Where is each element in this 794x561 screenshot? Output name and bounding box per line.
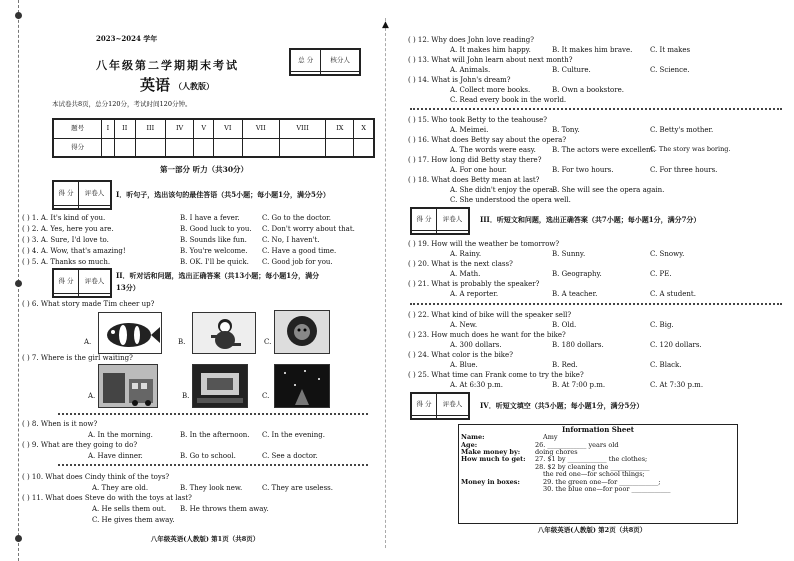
grader-score-cell[interactable] (412, 231, 437, 234)
info-value: Amy (543, 433, 558, 442)
grader-score-label: 得 分 (412, 209, 437, 231)
grader-name-cell[interactable] (437, 231, 469, 234)
option-a: A. A reporter. (450, 290, 499, 298)
option-b: B. In the afternoon. (180, 431, 250, 439)
option-a: A. In the morning. (88, 431, 153, 439)
option-b: B. Tony. (552, 126, 580, 134)
question-12: ( ) 12. Why does John love reading? (408, 36, 534, 44)
option-c: C. See a doctor. (262, 452, 318, 460)
option-c: C. PE. (650, 270, 672, 278)
option-b: B. Sounds like fun. (180, 236, 247, 244)
option-b: B. He throws them away. (180, 505, 269, 513)
blank-26[interactable]: 26. ____________ years old (535, 440, 619, 449)
question-17: ( ) 17. How long did Betty stay there? (408, 156, 542, 164)
divider (410, 108, 782, 113)
score-header: II (114, 120, 135, 139)
question-4: ( ) 4. A. Wow, that's amazing! (22, 247, 126, 255)
grader-name-label: 评卷人 (79, 270, 111, 294)
option-b: B. Culture. (552, 66, 591, 74)
option-b: B. A teacher. (552, 290, 598, 298)
exam-note: 本试卷共8页，总分120分，考试时间120分钟。 (52, 100, 192, 108)
part-1-heading: 第一部分 听力（共30分） (160, 165, 249, 174)
option-c: C. Good job for you. (262, 258, 333, 266)
grader-score-label: 得 分 (412, 394, 437, 416)
bus-station-image (98, 364, 158, 408)
question-3: ( ) 3. A. Sure, I'd love to. (22, 236, 109, 244)
image-label-c: C. (262, 392, 270, 400)
option-a: A. New. (450, 321, 478, 329)
info-value: doing chores (535, 447, 578, 456)
subject-title: 英语 (140, 76, 171, 94)
question-24: ( ) 24. What color is the bike? (408, 351, 513, 359)
info-key: Age: (461, 440, 478, 449)
option-b: B. You're welcome. (180, 247, 248, 255)
option-a: A. For one hour. (450, 166, 507, 174)
question-22: ( ) 22. What kind of bike will the speaker sell? (408, 311, 572, 319)
divider (58, 464, 368, 469)
option-b: B. The actors were excellent. (552, 146, 656, 154)
page-2 (392, 0, 794, 561)
information-sheet (458, 424, 738, 524)
checker-cell[interactable] (321, 72, 360, 75)
blank-29[interactable]: 29. the green one—for ____________; (543, 477, 661, 486)
section-1-heading: I．听句子，选出该句的最佳答语（共5小题；每小题1分，满分5分） (116, 190, 330, 199)
option-b: B. Old. (552, 321, 577, 329)
option-c: C. They are useless. (262, 484, 333, 492)
option-c: C. The story was boring. (650, 145, 731, 153)
option-b: B. Own a bookstore. (552, 86, 624, 94)
option-a: A. Rainy. (450, 250, 482, 258)
grader-name-cell[interactable] (79, 294, 111, 297)
option-b: B. Good luck to you. (180, 225, 252, 233)
score-cell[interactable] (354, 138, 374, 157)
image-label-b: B. (178, 338, 186, 346)
kungfu-panda-image (192, 312, 256, 354)
question-15: ( ) 15. Who took Betty to the teahouse? (408, 116, 548, 124)
option-b: B. Sunny. (552, 250, 586, 258)
option-b: B. Go to school. (180, 452, 236, 460)
binding-hole (15, 280, 22, 287)
score-cell[interactable] (165, 138, 194, 157)
info-key (459, 464, 533, 471)
grader-name-label: 评卷人 (437, 394, 469, 416)
edition: （人教版） (174, 81, 214, 91)
option-b: B. 180 dollars. (552, 341, 604, 349)
question-11: ( ) 11. What does Steve do with the toys at last? (22, 494, 192, 502)
arrow-up-icon: ▲ (382, 20, 389, 30)
total-cell[interactable] (291, 72, 321, 75)
binding-hole (15, 535, 22, 542)
option-a: A. Have dinner. (88, 452, 143, 460)
question-7: ( ) 7. Where is the girl waiting? (22, 354, 133, 362)
option-a: A. The words were easy. (450, 146, 536, 154)
score-row-label: 得分 (54, 138, 102, 157)
score-cell[interactable] (194, 138, 214, 157)
score-cell[interactable] (214, 138, 243, 157)
option-a: A. Collect more books. (450, 86, 531, 94)
option-c: C. In the evening. (262, 431, 325, 439)
score-cell[interactable] (242, 138, 279, 157)
grader-box (410, 207, 470, 235)
score-cell[interactable] (114, 138, 135, 157)
section-2-heading-cont: 13分） (116, 283, 140, 292)
total-score-box (289, 48, 361, 76)
score-table (52, 118, 375, 158)
option-a: A. At 6:30 p.m. (450, 381, 503, 389)
lion-image (274, 310, 330, 354)
question-6: ( ) 6. What story made Tim cheer up? (22, 300, 155, 308)
score-cell[interactable] (326, 138, 354, 157)
divider (58, 413, 368, 418)
score-header: I (102, 120, 114, 139)
question-1: ( ) 1. A. It's kind of you. (22, 214, 106, 222)
option-c: C. Go to the doctor. (262, 214, 331, 222)
option-c: C. Don't worry about that. (262, 225, 355, 233)
score-header: III (135, 120, 165, 139)
image-label-a: A. (84, 338, 92, 346)
question-20: ( ) 20. What is the next class? (408, 260, 513, 268)
question-13: ( ) 13. What will John learn about next month? (408, 56, 573, 64)
option-a: A. She didn't enjoy the opera. (450, 186, 556, 194)
score-header: 题号 (54, 120, 102, 139)
question-9: ( ) 9. What are they going to do? (22, 441, 138, 449)
option-c: C. Have a good time. (262, 247, 337, 255)
score-header: VIII (279, 120, 325, 139)
info-key: How much to get: (461, 455, 526, 464)
option-c: C. Betty's mother. (650, 126, 714, 134)
score-header: VI (214, 120, 243, 139)
option-c: C. A student. (650, 290, 696, 298)
option-b: B. Geography. (552, 270, 602, 278)
option-c: C. Snowy. (650, 250, 685, 258)
option-c: C. No, I haven't. (262, 236, 320, 244)
page-divider (385, 18, 389, 548)
info-key (459, 486, 533, 493)
score-cell[interactable] (135, 138, 165, 157)
option-c: C. Big. (650, 321, 674, 329)
checker-label: 核分人 (321, 50, 360, 72)
option-c: C. For three hours. (650, 166, 718, 174)
score-header: IV (165, 120, 194, 139)
grader-box (52, 180, 112, 210)
option-a: A. Math. (450, 270, 481, 278)
grader-name-label: 评卷人 (79, 182, 111, 206)
option-b: B. They look new. (180, 484, 243, 492)
option-b: B. I have a fever. (180, 214, 240, 222)
option-b: B. For two hours. (552, 166, 614, 174)
binding-hole (15, 12, 22, 19)
school-year: 2023~2024 学年 (96, 34, 158, 43)
score-header: X (354, 120, 374, 139)
option-c: C. He gives them away. (92, 516, 175, 524)
cinema-image (192, 364, 248, 408)
page-footer: 八年级英语(人教版) 第2页（共8页） (537, 526, 647, 534)
question-25: ( ) 25. What time can Frank come to try the bike? (408, 371, 584, 379)
option-a: A. They are old. (92, 484, 149, 492)
question-14: ( ) 14. What is John's dream? (408, 76, 511, 84)
section-4-heading: IV．听短文填空（共5小题；每小题1分，满分5分） (480, 401, 644, 410)
option-c: C. It makes (650, 46, 691, 54)
score-cell[interactable] (279, 138, 325, 157)
option-a: A. Blue. (450, 361, 478, 369)
image-label-a: A. (88, 392, 96, 400)
option-b: B. It makes him brave. (552, 46, 633, 54)
grader-box (410, 392, 470, 420)
question-23: ( ) 23. How much does he want for the bike? (408, 331, 566, 339)
page-1 (0, 0, 383, 561)
option-c: C. At 7:30 p.m. (650, 381, 704, 389)
image-label-c: C. (264, 338, 272, 346)
option-c: C. Science. (650, 66, 690, 74)
blank-27[interactable]: 27. $1 by ____________ the clothes; (535, 455, 648, 464)
grader-score-cell[interactable] (54, 206, 79, 209)
score-cell[interactable] (102, 138, 114, 157)
night-sky-image (274, 364, 330, 408)
option-a: A. It makes him happy. (450, 46, 531, 54)
section-2-heading: II．听对话和问题，选出正确答案（共13小题；每小题1分，满分 (116, 271, 320, 280)
grader-score-cell[interactable] (54, 294, 79, 297)
option-b: B. OK. I'll be quick. (180, 258, 249, 266)
option-c: C. She understood the opera well. (450, 196, 571, 204)
grader-score-label: 得 分 (54, 182, 79, 206)
question-8: ( ) 8. When is it now? (22, 420, 98, 428)
info-value: the red one—for school things; (543, 470, 645, 479)
grader-score-label: 得 分 (54, 270, 79, 294)
grader-name-cell[interactable] (79, 206, 111, 209)
score-header: VII (242, 120, 279, 139)
option-c: C. 120 dollars. (650, 341, 702, 349)
grader-name-cell[interactable] (437, 416, 469, 419)
clownfish-image (98, 312, 162, 354)
option-c: C. Black. (650, 361, 682, 369)
option-b: B. At 7:00 p.m. (552, 381, 606, 389)
option-b: B. She will see the opera again. (552, 186, 665, 194)
info-key: Make money by: (461, 447, 521, 456)
section-3-heading: III．听短文和问题，选出正确答案（共7小题；每小题1分，满分7分） (480, 215, 701, 224)
grader-name-label: 评卷人 (437, 209, 469, 231)
option-c: C. Read every book in the world. (450, 96, 567, 104)
question-16: ( ) 16. What does Betty say about the opera? (408, 136, 567, 144)
option-a: A. Meimei. (450, 126, 489, 134)
score-header: V (194, 120, 214, 139)
image-label-b: B. (182, 392, 190, 400)
info-key: Name: (461, 433, 485, 442)
divider (410, 303, 782, 308)
grader-score-cell[interactable] (412, 416, 437, 419)
option-a: A. He sells them out. (92, 505, 167, 513)
question-21: ( ) 21. What is probably the speaker? (408, 280, 540, 288)
info-sheet-title: Information Sheet (561, 425, 635, 434)
blank-28[interactable]: 28. $2 by cleaning the ____________ (535, 462, 650, 471)
grader-box (52, 268, 112, 298)
question-10: ( ) 10. What does Cindy think of the toys? (22, 473, 170, 481)
page-footer: 八年级英语(人教版) 第1页（共8页） (150, 535, 260, 543)
info-key: Money in boxes: (461, 477, 520, 486)
question-18: ( ) 18. What does Betty mean at last? (408, 176, 540, 184)
total-label: 总 分 (291, 50, 321, 72)
score-header: IX (326, 120, 354, 139)
question-5: ( ) 5. A. Thanks so much. (22, 258, 111, 266)
option-a: A. 300 dollars. (450, 341, 502, 349)
option-b: B. Red. (552, 361, 578, 369)
option-a: A. Animals. (450, 66, 491, 74)
blank-30[interactable]: 30. the blue one—for poor ____________ (543, 485, 671, 494)
question-2: ( ) 2. A. Yes, here you are. (22, 225, 114, 233)
question-19: ( ) 19. How will the weather be tomorrow? (408, 240, 560, 248)
exam-title: 八年级第二学期期末考试 (96, 59, 239, 72)
